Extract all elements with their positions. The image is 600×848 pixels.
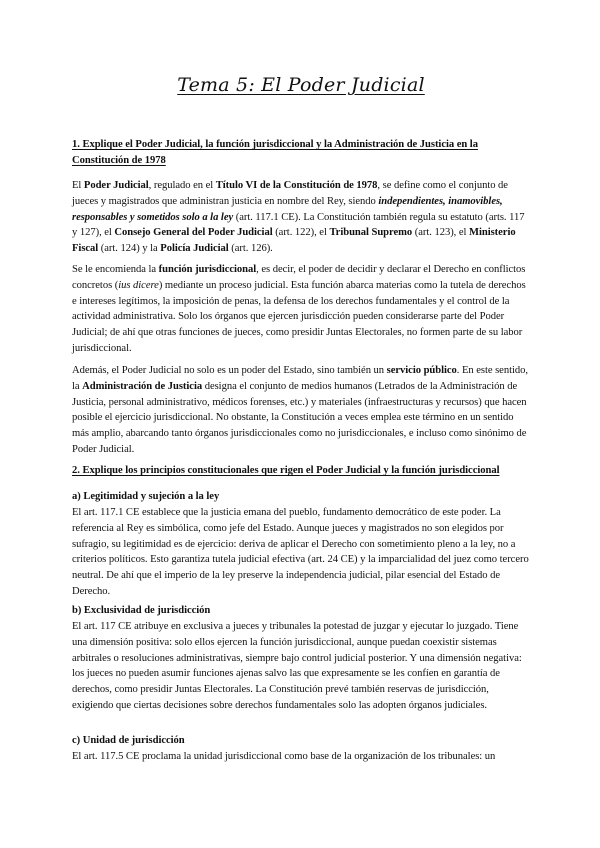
- section-c-title: c) Unidad de jurisdicción: [72, 735, 185, 746]
- section-a-title: a) Legitimidad y sujeción a la ley: [72, 491, 220, 502]
- section-a-text: El art. 117.1 CE establece que la justicia emana del pueblo, fundamento democrático de este poder. La referencia al Rey es simbólica, como jefe del Estado. Aunque jueces y magistrados no son elegidos por sufragio, su legitimidad es de ejercicio: deriva de aplicar el Derecho con sometimiento pleno a la ley, no a criterios políticos. Esto garantiza tutela judicial efectiva (art. 24 CE) y la imparcialidad del juez como tercero neutral. De ahí que el imperio de la ley preserve la independencia judicial, pilar esencial del Estado de Derecho.: [72, 507, 529, 597]
- q1-paragraph-1: El Poder Judicial, regulado en el Título VI de la Constitución de 1978, se define como el conjunto de jueces y magistrados que administran justicia en nombre del Rey, siendo independientes, inamovibles, responsables y sometidos solo a la ley (art. 117.1 CE). La Constitución también regula su estatuto (arts. 117 y 127), el Consejo General del Poder Judicial (art. 122), el Tribunal Supremo (art. 123), el Ministerio Fiscal (art. 124) y la Policía Judicial (art. 126).: [72, 180, 525, 255]
- q1-paragraph-2: Se le encomienda la función jurisdiccional, es decir, el poder de decidir y declarar el Derecho en conflictos concretos (ius dicere) mediante un proceso judicial. Esta función abarca materias como la tutela de derechos e intereses legítimos, la imposición de penas, la defensa de los derechos fundamentales y el control de la actividad administrativa. Solo los órganos que ejercen jurisdicción pueden considerarse parte del Poder Judicial; de ahí que otras funciones de jueces, como presidir Juntas Electorales, no formen parte de su labor jurisdiccional.: [72, 264, 526, 354]
- question-2-heading: 2. Explique los principios constitucionales que rigen el Poder Judicial y la función jurisdiccional: [72, 465, 500, 476]
- section-b-text: El art. 117 CE atribuye en exclusiva a jueces y tribunales la potestad de juzgar y ejecutar lo juzgado. Tiene una dimensión positiva: solo ellos ejercen la función jurisdiccional, aunque puedan coexistir sistemas arbitrales o resoluciones administrativas, siempre bajo control judicial posterior. Y una dimensión negativa: los jueces no pueden asumir funciones ajenas salvo las que expresamente se les confíen en garantía de derechos, como presidir Juntas Electorales. La Constitución prevé también reservas de jurisdicción, exigiendo que ciertas decisiones sobre derechos fundamentales solo las adopten órganos judiciales.: [72, 621, 522, 711]
- section-b-title: b) Exclusividad de jurisdicción: [72, 605, 211, 616]
- section-c-text: El art. 117.5 CE proclama la unidad jurisdiccional como base de la organización de los tribunales: un: [72, 751, 496, 762]
- page-title: Tema 5: El Poder Judicial: [177, 74, 425, 96]
- q1-paragraph-3: Además, el Poder Judicial no solo es un poder del Estado, sino también un servicio público. En este sentido, la Administración de Justicia designa el conjunto de medios humanos (Letrados de la Administración de Justicia, personal administrativo, médicos forenses, etc.) y materiales (infraestructuras y recursos) que hacen posible el ejercicio jurisdiccional. No obstante, la Constitución a veces emplea este término en un sentido más amplio, abarcando tanto órganos jurisdiccionales como no jurisdiccionales, e incluso como sinónimo de Poder Judicial.: [72, 365, 528, 455]
- question-1-heading: 1. Explique el Poder Judicial, la función jurisdiccional y la Administración de Justicia en la Constitución de 1978: [72, 139, 478, 166]
